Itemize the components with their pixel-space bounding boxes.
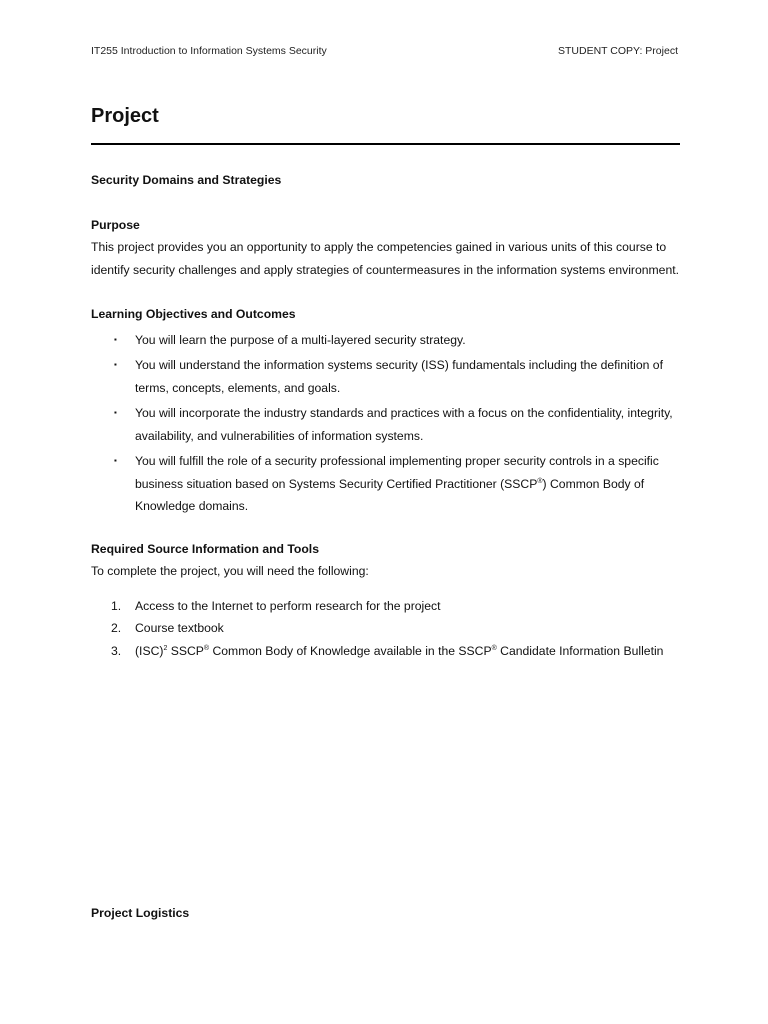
sources-heading: Required Source Information and Tools xyxy=(91,541,319,556)
page-title: Project xyxy=(91,105,159,127)
bullet-icon: ▪ xyxy=(114,334,117,344)
bullet-icon: ▪ xyxy=(114,360,117,369)
list-item xyxy=(91,402,681,447)
document-body xyxy=(91,169,681,662)
list-item xyxy=(91,450,681,518)
source-text-2: SSCP xyxy=(167,643,204,658)
source-text-4: Candidate Information Bulletin xyxy=(496,643,664,658)
header-copy-label: STUDENT COPY: Project xyxy=(557,45,678,57)
list-number: 2. xyxy=(111,621,122,635)
source-text: Access to the Internet to perform research for the project xyxy=(135,598,441,613)
list-item xyxy=(91,595,681,618)
document-subtitle: Security Domains and Strategies xyxy=(91,173,282,187)
bullet-icon: ▪ xyxy=(114,456,117,465)
objectives-list xyxy=(91,329,681,518)
list-item xyxy=(91,617,681,640)
purpose-heading: Purpose xyxy=(91,217,140,232)
objective-text: You will understand the information systems security (ISS) fundamentals including the definition of terms, concepts, elements, and goals. xyxy=(135,358,663,395)
bullet-icon: ▪ xyxy=(114,408,117,417)
objective-text-before: You will fulfill the role of a security professional implementing proper security controls in a specific business situation based on Systems Security Certified Practitioner (SSCP xyxy=(135,454,659,491)
source-text-3: Common Body of Knowledge available in the SSCP xyxy=(209,643,492,658)
objective-text: You will learn the purpose of a multi-layered security strategy. xyxy=(135,332,466,347)
sources-intro: To complete the project, you will need the following: xyxy=(91,564,369,578)
registered-mark: ® xyxy=(203,644,210,652)
list-number: 3. xyxy=(111,643,122,658)
list-item xyxy=(91,329,681,352)
sources-list xyxy=(91,595,681,663)
superscript-2: 2 xyxy=(163,644,168,652)
source-text-1: (ISC) xyxy=(135,643,164,658)
title-rule xyxy=(91,143,680,145)
registered-mark: ® xyxy=(537,477,543,485)
list-item xyxy=(91,640,681,663)
header-course: IT255 Introduction to Information Systems Security xyxy=(91,45,327,57)
objective-text-after: ) Common Body of Knowledge domains. xyxy=(135,476,645,513)
list-number: 1. xyxy=(111,598,122,613)
logistics-heading: Project Logistics xyxy=(91,906,190,920)
purpose-text: This project provides you an opportunity to apply the competencies gained in various units of this course to identify security challenges and apply strategies of countermeasures in the information systems environment. xyxy=(91,240,680,277)
source-text: Course textbook xyxy=(135,621,224,635)
objective-text: You will incorporate the industry standards and practices with a focus on the confidentiality, integrity, availability, and vulnerabilities of information systems. xyxy=(135,406,673,443)
list-item xyxy=(91,354,681,399)
objectives-heading: Learning Objectives and Outcomes xyxy=(91,307,296,321)
registered-mark: ® xyxy=(491,644,497,652)
